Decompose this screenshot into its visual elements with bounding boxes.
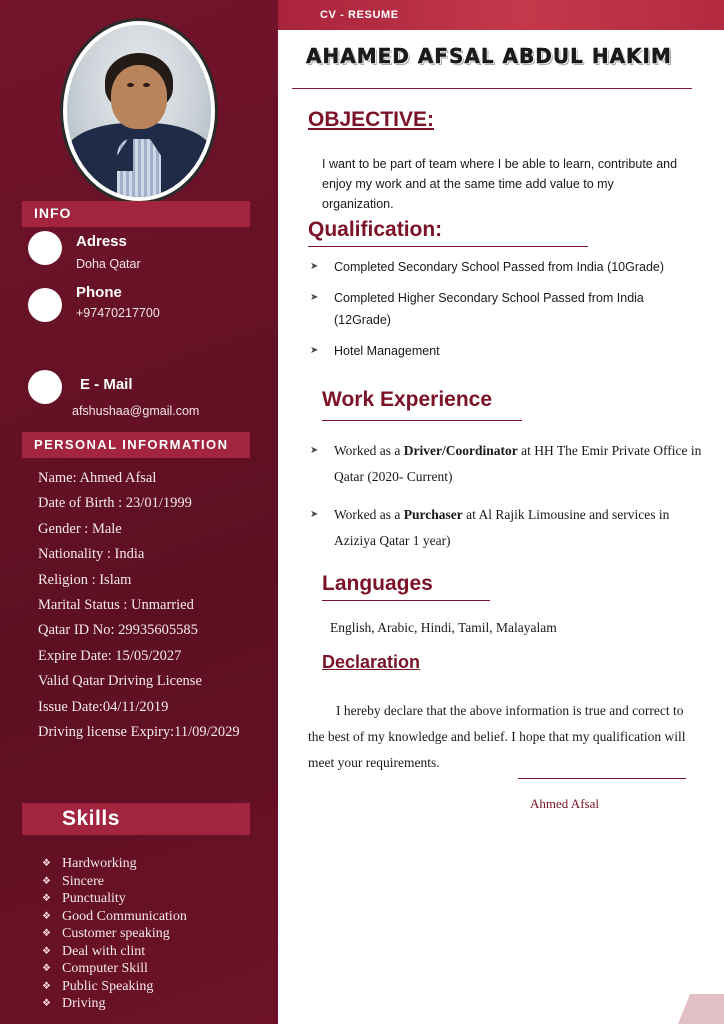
list-item: ➤ Completed Higher Secondary School Passed from India (12Grade) bbox=[310, 287, 700, 331]
list-item: ➤ Completed Secondary School Passed from India (10Grade) bbox=[310, 256, 700, 278]
sidebar bbox=[0, 0, 278, 1024]
bottom-decoration bbox=[556, 994, 724, 1024]
signature-name: Ahmed Afsal bbox=[530, 796, 599, 811]
list-item: ➤ Hotel Management bbox=[310, 340, 700, 362]
list-item: ❖ Punctuality bbox=[40, 890, 270, 907]
objective-heading: OBJECTIVE: bbox=[308, 108, 435, 131]
list-item: Driving license Expiry:11/09/2029 bbox=[38, 724, 240, 741]
languages-text: English, Arabic, Hindi, Tamil, Malayalam bbox=[330, 620, 557, 635]
work-prefix: Worked as a bbox=[334, 507, 404, 522]
list-item: ❖ Good Communication bbox=[40, 908, 270, 925]
qualification-list bbox=[310, 256, 700, 371]
candidate-name: AHAMED AFSAL ABDUL HAKIM bbox=[306, 44, 672, 68]
contact-email-value: afshushaa@gmail.com bbox=[72, 404, 200, 418]
objective-text: I want to be part of team where I be able to learn, contribute and enjoy my work and at the same time add value to my organization. bbox=[322, 157, 678, 211]
qualification-divider bbox=[308, 246, 588, 247]
list-item: Name: Ahmed Afsal bbox=[38, 470, 157, 486]
languages-divider bbox=[322, 600, 490, 601]
skills-heading: Skills bbox=[22, 803, 250, 835]
list-item: Marital Status : Unmarried bbox=[38, 597, 194, 614]
languages-heading: Languages bbox=[322, 572, 433, 595]
profile-photo-inner bbox=[67, 25, 211, 197]
qualification-heading: Qualification: bbox=[308, 218, 443, 241]
work-prefix: Worked as a bbox=[334, 443, 404, 458]
list-item: Expire Date: 15/05/2027 bbox=[38, 647, 182, 664]
list-item: ❖ Deal with clint bbox=[40, 943, 270, 960]
cv-resume-bar: CV - RESUME bbox=[278, 0, 724, 30]
skills-list bbox=[40, 855, 270, 1013]
list-item: Date of Birth : 23/01/1999 bbox=[38, 495, 192, 512]
contact-address-label: Adress bbox=[76, 233, 127, 250]
list-item bbox=[310, 502, 710, 554]
work-experience-heading: Work Experience bbox=[322, 388, 493, 411]
list-item: Valid Qatar Driving License bbox=[38, 673, 202, 690]
phone-icon bbox=[28, 288, 62, 322]
name-divider bbox=[292, 88, 692, 89]
profile-photo bbox=[60, 18, 218, 204]
skills-ul bbox=[40, 855, 270, 1012]
mail-icon bbox=[28, 370, 62, 404]
list-item: Religion : Islam bbox=[38, 571, 132, 588]
work-suffix: at Al Rajik Limousine and services in Aziziya Qatar 1 year) bbox=[334, 507, 670, 548]
list-item: ❖ Customer speaking bbox=[40, 925, 270, 942]
main-content bbox=[278, 0, 724, 1024]
list-item: Gender : Male bbox=[38, 520, 122, 537]
contact-phone-label: Phone bbox=[76, 284, 122, 301]
list-item: ❖ Sincere bbox=[40, 873, 270, 890]
signature-divider bbox=[518, 778, 686, 779]
list-item: ❖ Driving bbox=[40, 995, 270, 1012]
info-heading: INFO bbox=[22, 201, 250, 227]
list-item: Issue Date:04/11/2019 bbox=[38, 698, 169, 715]
contact-email-label: E - Mail bbox=[80, 376, 133, 393]
list-item bbox=[310, 438, 710, 490]
photo-face bbox=[111, 65, 167, 129]
photo-collar-right bbox=[145, 131, 171, 171]
contact-phone-value: +97470217700 bbox=[76, 306, 160, 320]
work-experience-divider bbox=[322, 420, 522, 421]
list-item: ❖ Hardworking bbox=[40, 855, 270, 872]
work-experience-list bbox=[310, 438, 710, 566]
list-item: ❖ Computer Skill bbox=[40, 960, 270, 977]
location-icon bbox=[28, 231, 62, 265]
personal-information-list bbox=[38, 466, 268, 745]
list-item: Qatar ID No: 29935605585 bbox=[38, 622, 198, 639]
work-role: Purchaser bbox=[403, 507, 463, 522]
photo-collar-left bbox=[107, 131, 133, 171]
decor-stripe bbox=[678, 994, 724, 1024]
declaration-text: I hereby declare that the above information is true and correct to the best of my knowledge and belief. I hope that my qualification will meet your requirements. bbox=[308, 703, 686, 770]
contact-address-value: Doha Qatar bbox=[76, 257, 141, 271]
work-role: Driver/Coordinator bbox=[403, 443, 518, 458]
list-item: ❖ Public Speaking bbox=[40, 978, 270, 995]
work-suffix: at HH The Emir Private Office in Qatar (2020- Current) bbox=[334, 443, 702, 484]
personal-information-heading: PERSONAL INFORMATION bbox=[22, 432, 250, 458]
list-item: Nationality : India bbox=[38, 546, 145, 563]
declaration-heading: Declaration bbox=[322, 652, 421, 672]
